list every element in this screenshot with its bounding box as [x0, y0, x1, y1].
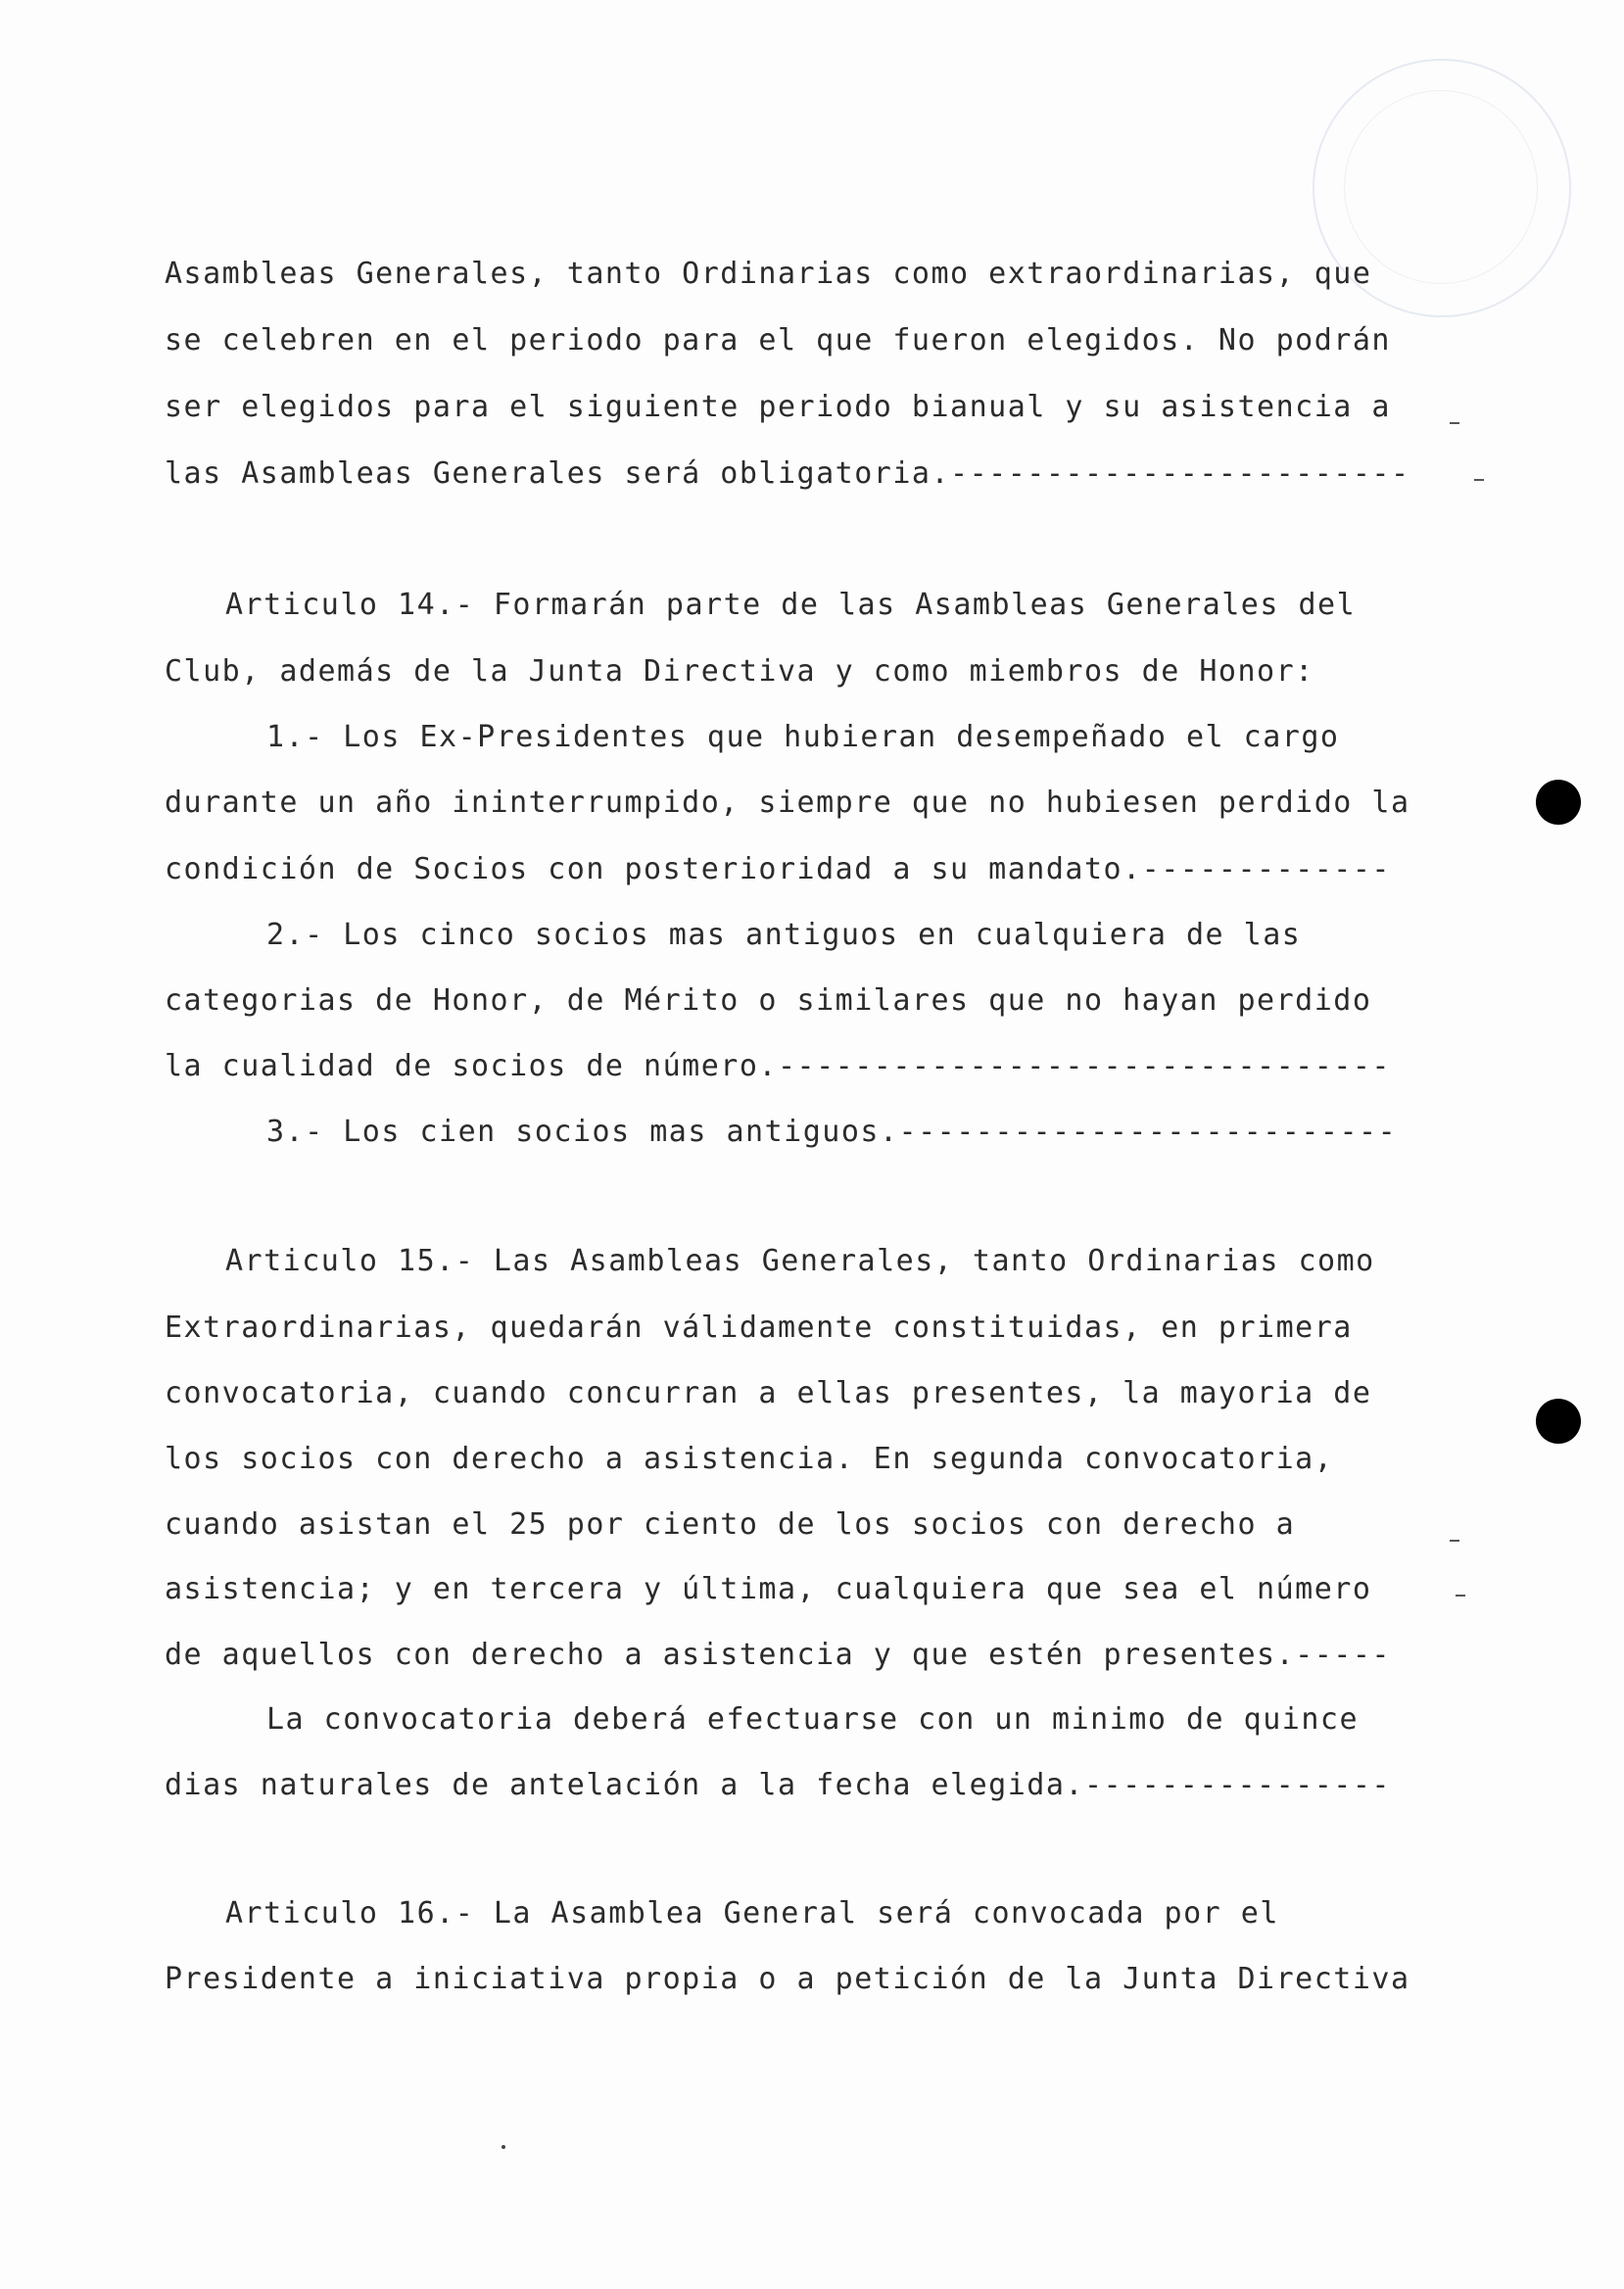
- text-line: se celebren en el periodo para el que fueron elegidos. No podrán: [165, 323, 1391, 358]
- text-line: de aquellos con derecho a asistencia y que estén presentes.-----: [165, 1638, 1391, 1672]
- article-heading-line: Articulo 16.- La Asamblea General será convocada por el: [225, 1896, 1279, 1931]
- text-line: los socios con derecho a asistencia. En segunda convocatoria,: [165, 1442, 1334, 1476]
- article-heading-line: Articulo 14.- Formarán parte de las Asambleas Generales del: [225, 588, 1357, 622]
- list-item-line: 2.- Los cinco socios mas antiguos en cualquiera de las: [266, 918, 1302, 952]
- text-line: durante un año ininterrumpido, siempre que no hubiesen perdido la: [165, 786, 1410, 820]
- text-line: La convocatoria deberá efectuarse con un minimo de quince: [266, 1702, 1360, 1737]
- text-line: las Asambleas Generales será obligatoria.------------------------: [165, 456, 1410, 491]
- speck: [502, 2145, 505, 2149]
- text-line: cuando asistan el 25 por ciento de los socios con derecho a: [165, 1507, 1296, 1542]
- punch-hole: [1536, 780, 1581, 825]
- punch-hole: [1536, 1399, 1581, 1444]
- text-line: ser elegidos para el siguiente periodo bianual y su asistencia a: [165, 390, 1391, 424]
- text-line: la cualidad de socios de número.--------------------------------: [165, 1049, 1391, 1083]
- text-line: convocatoria, cuando concurran a ellas presentes, la mayoria de: [165, 1376, 1372, 1410]
- text-line: Extraordinarias, quedarán válidamente constituidas, en primera: [165, 1311, 1353, 1345]
- text-line: Presidente a iniciativa propia o a petición de la Junta Directiva: [165, 1962, 1410, 1996]
- list-item-line: 1.- Los Ex-Presidentes que hubieran desempeñado el cargo: [266, 720, 1340, 754]
- text-line: Asambleas Generales, tanto Ordinarias como extraordinarias, que: [165, 257, 1372, 291]
- text-line: condición de Socios con posterioridad a su mandato.-------------: [165, 852, 1391, 886]
- list-item-line: 3.- Los cien socios mas antiguos.--------------------------: [266, 1115, 1398, 1149]
- text-line: categorias de Honor, de Mérito o similares que no hayan perdido: [165, 983, 1372, 1018]
- text-line: asistencia; y en tercera y última, cualquiera que sea el número: [165, 1572, 1372, 1606]
- article-heading-line: Articulo 15.- Las Asambleas Generales, tanto Ordinarias como: [225, 1244, 1375, 1278]
- text-line: Club, además de la Junta Directiva y como miembros de Honor:: [165, 654, 1314, 689]
- text-line: dias naturales de antelación a la fecha elegida.----------------: [165, 1768, 1391, 1802]
